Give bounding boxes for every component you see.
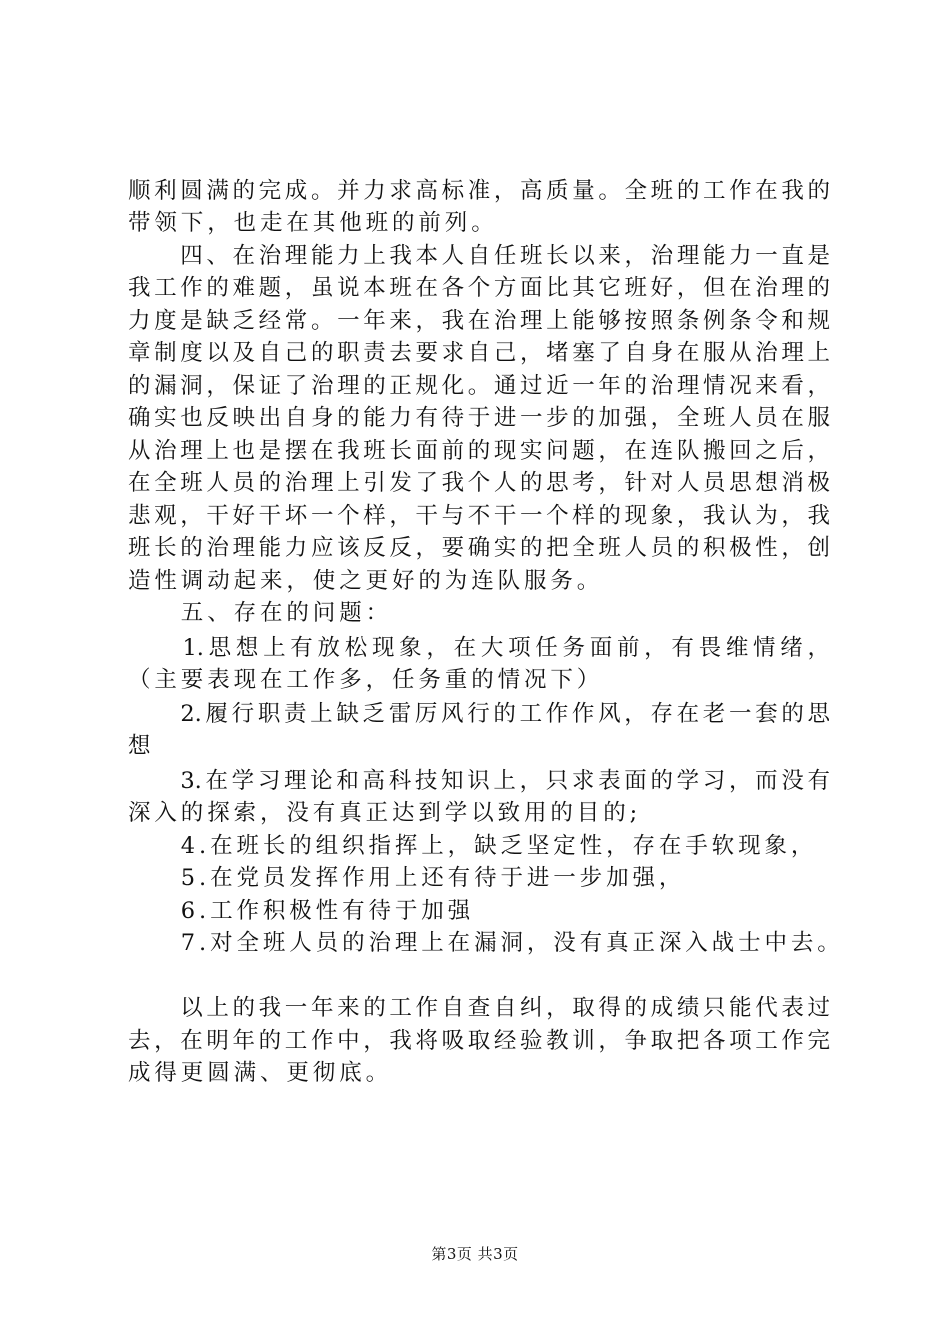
page-number-footer: 第3页 共3页 [431,1245,519,1263]
list-item: 4.在班长的组织指挥上，缺乏坚定性，存在手软现象， [128,833,818,859]
paragraph-line: 带领下，也走在其他班的前列。 [128,210,498,236]
paragraph-line: 从治理上也是摆在我班长面前的现实问题，在连队搬回之后， [128,438,830,464]
paragraph-line: 以上的我一年来的工作自查自纠，取得的成绩只能代表过 [128,995,830,1021]
paragraph-line: 我工作的难题，虽说本班在各个方面比其它班好，但在治理的 [128,275,830,301]
list-item: 2.履行职责上缺乏雷厉风行的工作作风，存在老一套的思 [128,701,830,727]
list-item: 6.工作积极性有待于加强 [128,898,475,924]
list-item: 1.思想上有放松现象，在大项任务面前，有畏维情绪， [128,635,830,661]
paragraph-line: 顺利圆满的完成。并力求高标准，高质量。全班的工作在我的 [128,178,830,204]
paragraph-line: 确实也反映出自身的能力有待于进一步的加强，全班人员在服 [128,405,830,431]
list-item: 深入的探索，没有真正达到学以致用的目的; [128,800,642,826]
list-item: 想 [128,733,155,759]
paragraph-line: 造性调动起来，使之更好的为连队服务。 [128,568,604,594]
paragraph-line: 章制度以及自己的职责去要求自己，堵塞了自身在服从治理上 [128,340,830,366]
list-item: 5.在党员发挥作用上还有待于进一步加强， [128,865,686,891]
paragraph-line: 在全班人员的治理上引发了我个人的思考，针对人员思想消极 [128,470,830,496]
paragraph-line: 四、在治理能力上我本人自任班长以来，治理能力一直是 [128,243,830,269]
paragraph-line: 去，在明年的工作中，我将吸取经验教训，争取把各项工作完 [128,1028,830,1054]
paragraph-line: 的漏洞，保证了治理的正规化。通过近一年的治理情况来看， [128,373,830,399]
paragraph-line: 成得更圆满、更彻底。 [128,1060,393,1086]
list-item: 3.在学习理论和高科技知识上，只求表面的学习，而没有 [128,768,830,794]
paragraph-line: 悲观，干好干坏一个样，干与不干一个样的现象，我认为，我 [128,503,830,529]
list-item: （主要表现在工作多，任务重的情况下） [128,667,604,693]
list-item: 7.对全班人员的治理上在漏洞，没有真正深入战士中去。 [128,930,844,956]
section-heading: 五、存在的问题： [128,600,393,626]
paragraph-line: 班长的治理能力应该反反，要确实的把全班人员的积极性，创 [128,535,830,561]
paragraph-line: 力度是缺乏经常。一年来，我在治理上能够按照条例条令和规 [128,308,830,334]
